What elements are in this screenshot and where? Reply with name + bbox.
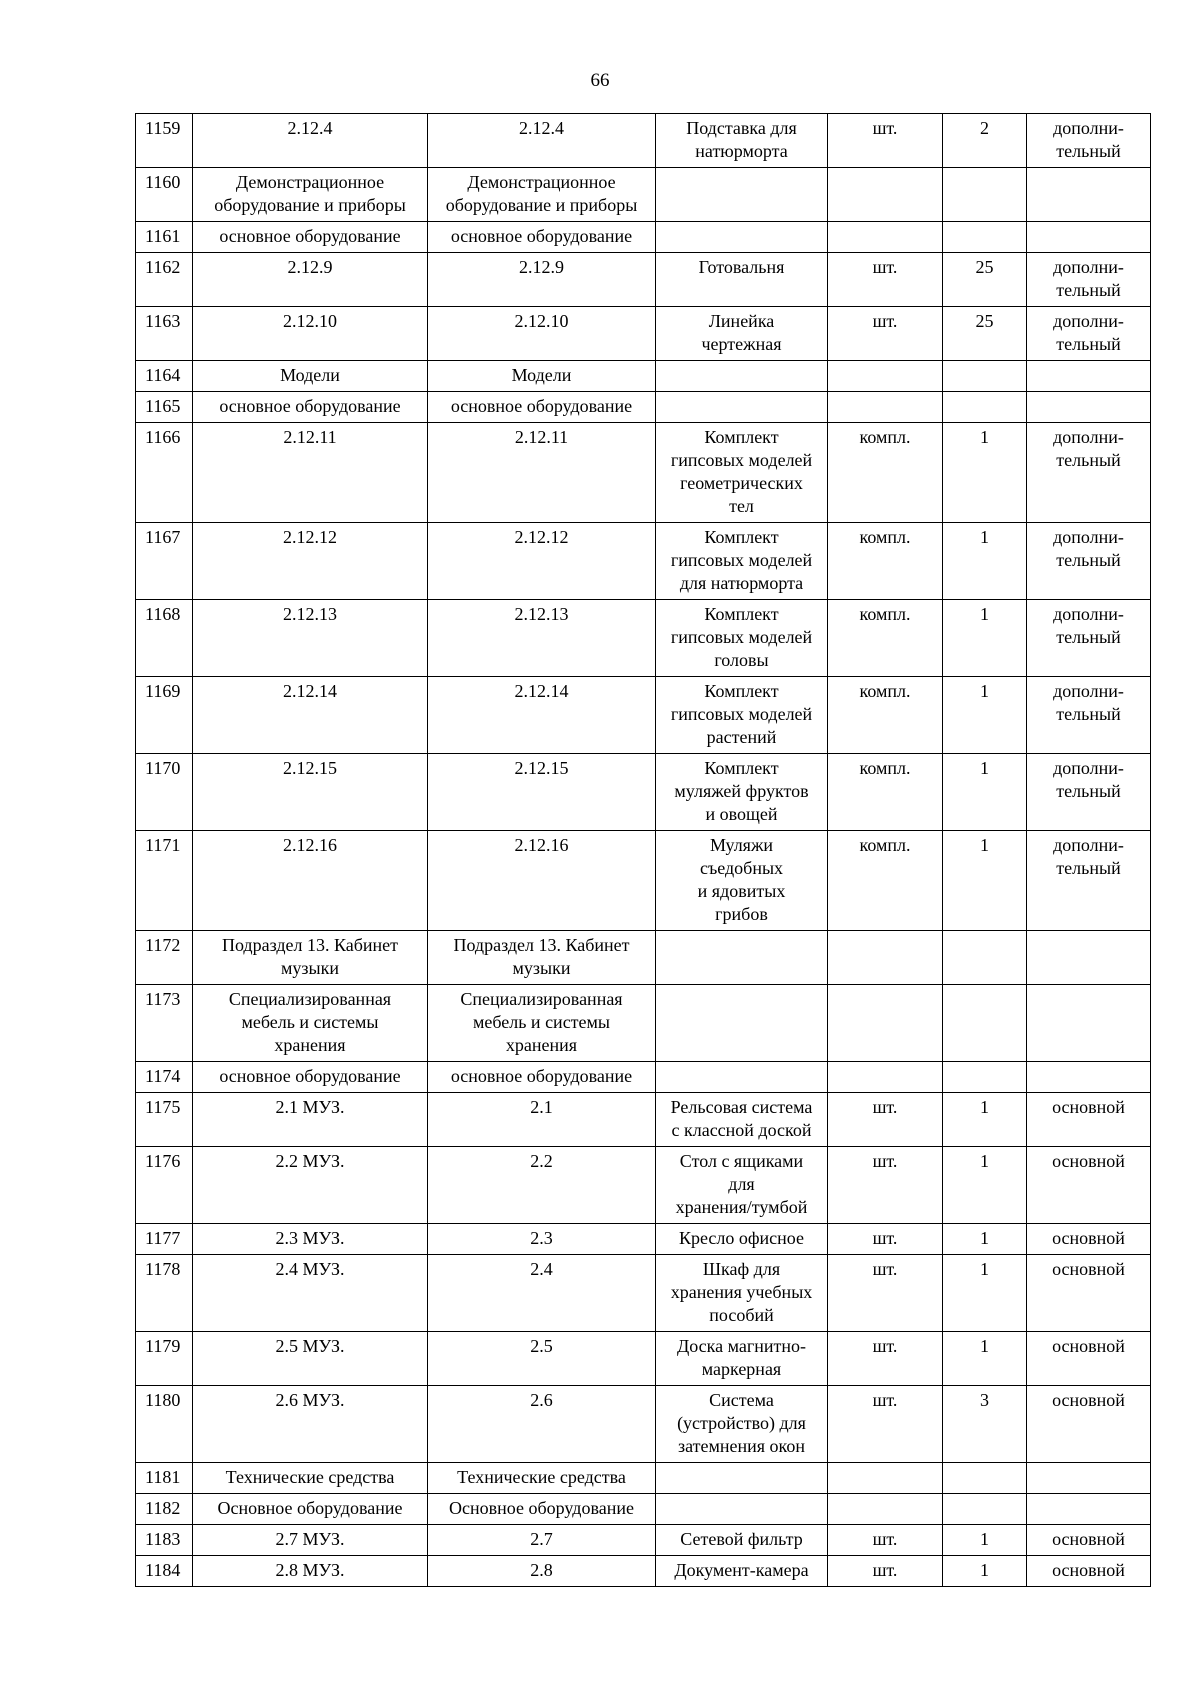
row-number-cell: 1183 <box>136 1525 193 1556</box>
category-cell: дополни- тельный <box>1027 253 1151 307</box>
row-number-cell: 1162 <box>136 253 193 307</box>
section-code-cell: 2.7 <box>428 1525 656 1556</box>
unit-cell: шт. <box>828 253 943 307</box>
page-number: 66 <box>590 70 610 91</box>
row-number-cell: 1159 <box>136 114 193 168</box>
code-cell: 2.6 МУЗ. <box>193 1386 428 1463</box>
item-name-cell: Доска магнитно- маркерная <box>656 1332 828 1386</box>
quantity-cell: 1 <box>943 1255 1027 1332</box>
unit-cell <box>828 985 943 1062</box>
item-name-cell <box>656 1062 828 1093</box>
unit-cell <box>828 1463 943 1494</box>
item-name-cell <box>656 392 828 423</box>
quantity-cell <box>943 1062 1027 1093</box>
code-cell: 2.12.9 <box>193 253 428 307</box>
row-number-cell: 1177 <box>136 1224 193 1255</box>
item-name-cell: Комплект гипсовых моделей геометрических тел <box>656 423 828 523</box>
table-row <box>136 1093 1151 1147</box>
category-cell: дополни- тельный <box>1027 600 1151 677</box>
category-cell <box>1027 222 1151 253</box>
row-number-cell: 1167 <box>136 523 193 600</box>
code-cell: 2.1 МУЗ. <box>193 1093 428 1147</box>
unit-cell: шт. <box>828 307 943 361</box>
category-cell: дополни- тельный <box>1027 307 1151 361</box>
unit-cell: шт. <box>828 1224 943 1255</box>
code-cell: 2.12.4 <box>193 114 428 168</box>
section-code-cell: 2.12.9 <box>428 253 656 307</box>
item-name-cell: Система (устройство) для затемнения окон <box>656 1386 828 1463</box>
item-name-cell <box>656 931 828 985</box>
section-code-cell: 2.5 <box>428 1332 656 1386</box>
code-cell: Специализированная мебель и системы хранения <box>193 985 428 1062</box>
unit-cell: компл. <box>828 523 943 600</box>
quantity-cell: 1 <box>943 523 1027 600</box>
row-number-cell: 1160 <box>136 168 193 222</box>
quantity-cell: 25 <box>943 253 1027 307</box>
unit-cell: компл. <box>828 754 943 831</box>
item-name-cell: Муляжи съедобных и ядовитых грибов <box>656 831 828 931</box>
code-cell: 2.12.14 <box>193 677 428 754</box>
item-name-cell: Кресло офисное <box>656 1224 828 1255</box>
row-number-cell: 1168 <box>136 600 193 677</box>
table-row <box>136 754 1151 831</box>
item-name-cell: Линейка чертежная <box>656 307 828 361</box>
item-name-cell: Шкаф для хранения учебных пособий <box>656 1255 828 1332</box>
table-row <box>136 1147 1151 1224</box>
code-cell: 2.3 МУЗ. <box>193 1224 428 1255</box>
unit-cell: шт. <box>828 1255 943 1332</box>
section-code-cell: Технические средства <box>428 1463 656 1494</box>
quantity-cell <box>943 361 1027 392</box>
category-cell: дополни- тельный <box>1027 831 1151 931</box>
table-row <box>136 523 1151 600</box>
category-cell: основной <box>1027 1093 1151 1147</box>
section-code-cell: основное оборудование <box>428 1062 656 1093</box>
quantity-cell: 3 <box>943 1386 1027 1463</box>
code-cell: 2.12.16 <box>193 831 428 931</box>
code-cell: 2.12.12 <box>193 523 428 600</box>
category-cell: основной <box>1027 1147 1151 1224</box>
item-name-cell: Сетевой фильтр <box>656 1525 828 1556</box>
category-cell: основной <box>1027 1255 1151 1332</box>
code-cell: 2.2 МУЗ. <box>193 1147 428 1224</box>
section-code-cell: 2.3 <box>428 1224 656 1255</box>
quantity-cell: 1 <box>943 831 1027 931</box>
quantity-cell: 1 <box>943 677 1027 754</box>
section-code-cell: 2.12.15 <box>428 754 656 831</box>
section-code-cell: 2.12.12 <box>428 523 656 600</box>
quantity-cell <box>943 168 1027 222</box>
category-cell: основной <box>1027 1386 1151 1463</box>
section-code-cell: основное оборудование <box>428 222 656 253</box>
quantity-cell: 1 <box>943 1093 1027 1147</box>
section-code-cell: 2.12.10 <box>428 307 656 361</box>
unit-cell: шт. <box>828 1525 943 1556</box>
category-cell: дополни- тельный <box>1027 523 1151 600</box>
section-code-cell: Специализированная мебель и системы хранения <box>428 985 656 1062</box>
code-cell: 2.12.15 <box>193 754 428 831</box>
quantity-cell: 1 <box>943 1525 1027 1556</box>
unit-cell <box>828 168 943 222</box>
table-row <box>136 985 1151 1062</box>
quantity-cell: 2 <box>943 114 1027 168</box>
code-cell: 2.7 МУЗ. <box>193 1525 428 1556</box>
row-number-cell: 1170 <box>136 754 193 831</box>
category-cell: основной <box>1027 1525 1151 1556</box>
table-row <box>136 1494 1151 1525</box>
section-code-cell: Подраздел 13. Кабинет музыки <box>428 931 656 985</box>
code-cell: 2.4 МУЗ. <box>193 1255 428 1332</box>
equipment-table <box>135 113 1151 1587</box>
item-name-cell: Рельсовая система с классной доской <box>656 1093 828 1147</box>
unit-cell: шт. <box>828 1093 943 1147</box>
quantity-cell <box>943 392 1027 423</box>
table-row <box>136 677 1151 754</box>
row-number-cell: 1184 <box>136 1556 193 1587</box>
category-cell: дополни- тельный <box>1027 754 1151 831</box>
quantity-cell <box>943 1463 1027 1494</box>
section-code-cell: 2.12.4 <box>428 114 656 168</box>
unit-cell <box>828 1062 943 1093</box>
table-row <box>136 931 1151 985</box>
category-cell: основной <box>1027 1332 1151 1386</box>
unit-cell: компл. <box>828 831 943 931</box>
table-row <box>136 1255 1151 1332</box>
code-cell: Основное оборудование <box>193 1494 428 1525</box>
row-number-cell: 1173 <box>136 985 193 1062</box>
item-name-cell: Комплект гипсовых моделей для натюрморта <box>656 523 828 600</box>
row-number-cell: 1172 <box>136 931 193 985</box>
section-code-cell: 2.2 <box>428 1147 656 1224</box>
row-number-cell: 1166 <box>136 423 193 523</box>
section-code-cell: основное оборудование <box>428 392 656 423</box>
category-cell <box>1027 1463 1151 1494</box>
table-row <box>136 392 1151 423</box>
table-row <box>136 222 1151 253</box>
quantity-cell: 1 <box>943 600 1027 677</box>
section-code-cell: Основное оборудование <box>428 1494 656 1525</box>
table-row <box>136 253 1151 307</box>
code-cell: Технические средства <box>193 1463 428 1494</box>
item-name-cell: Комплект гипсовых моделей растений <box>656 677 828 754</box>
category-cell <box>1027 1062 1151 1093</box>
quantity-cell: 1 <box>943 1556 1027 1587</box>
code-cell: основное оборудование <box>193 222 428 253</box>
row-number-cell: 1169 <box>136 677 193 754</box>
row-number-cell: 1161 <box>136 222 193 253</box>
table-row <box>136 1224 1151 1255</box>
code-cell: 2.12.11 <box>193 423 428 523</box>
unit-cell: компл. <box>828 423 943 523</box>
table-row <box>136 1386 1151 1463</box>
category-cell <box>1027 168 1151 222</box>
code-cell: 2.12.10 <box>193 307 428 361</box>
category-cell <box>1027 985 1151 1062</box>
table-row <box>136 307 1151 361</box>
code-cell: 2.5 МУЗ. <box>193 1332 428 1386</box>
table-row <box>136 361 1151 392</box>
row-number-cell: 1181 <box>136 1463 193 1494</box>
table-body <box>136 114 1151 1587</box>
unit-cell <box>828 392 943 423</box>
row-number-cell: 1180 <box>136 1386 193 1463</box>
code-cell: основное оборудование <box>193 1062 428 1093</box>
row-number-cell: 1163 <box>136 307 193 361</box>
table-row <box>136 1332 1151 1386</box>
unit-cell: шт. <box>828 114 943 168</box>
item-name-cell <box>656 168 828 222</box>
unit-cell <box>828 222 943 253</box>
item-name-cell: Документ-камера <box>656 1556 828 1587</box>
row-number-cell: 1174 <box>136 1062 193 1093</box>
section-code-cell: 2.1 <box>428 1093 656 1147</box>
table-row <box>136 1525 1151 1556</box>
section-code-cell: 2.12.11 <box>428 423 656 523</box>
table-row <box>136 1463 1151 1494</box>
section-code-cell: 2.12.13 <box>428 600 656 677</box>
table-row <box>136 1062 1151 1093</box>
row-number-cell: 1175 <box>136 1093 193 1147</box>
item-name-cell <box>656 1463 828 1494</box>
code-cell: основное оборудование <box>193 392 428 423</box>
table-row <box>136 600 1151 677</box>
quantity-cell: 25 <box>943 307 1027 361</box>
quantity-cell: 1 <box>943 1147 1027 1224</box>
code-cell: Подраздел 13. Кабинет музыки <box>193 931 428 985</box>
category-cell <box>1027 392 1151 423</box>
row-number-cell: 1176 <box>136 1147 193 1224</box>
row-number-cell: 1178 <box>136 1255 193 1332</box>
table-row <box>136 168 1151 222</box>
quantity-cell: 1 <box>943 423 1027 523</box>
item-name-cell: Комплект муляжей фруктов и овощей <box>656 754 828 831</box>
code-cell: Демонстрационное оборудование и приборы <box>193 168 428 222</box>
quantity-cell: 1 <box>943 1224 1027 1255</box>
unit-cell: компл. <box>828 677 943 754</box>
item-name-cell: Подставка для натюрморта <box>656 114 828 168</box>
quantity-cell <box>943 985 1027 1062</box>
table-row <box>136 423 1151 523</box>
category-cell <box>1027 1494 1151 1525</box>
code-cell: 2.12.13 <box>193 600 428 677</box>
section-code-cell: 2.8 <box>428 1556 656 1587</box>
unit-cell: шт. <box>828 1332 943 1386</box>
quantity-cell <box>943 1494 1027 1525</box>
item-name-cell <box>656 222 828 253</box>
item-name-cell <box>656 985 828 1062</box>
category-cell: дополни- тельный <box>1027 114 1151 168</box>
category-cell: дополни- тельный <box>1027 677 1151 754</box>
category-cell <box>1027 361 1151 392</box>
category-cell <box>1027 931 1151 985</box>
unit-cell: шт. <box>828 1386 943 1463</box>
item-name-cell <box>656 361 828 392</box>
section-code-cell: 2.6 <box>428 1386 656 1463</box>
row-number-cell: 1171 <box>136 831 193 931</box>
table-row <box>136 831 1151 931</box>
category-cell: дополни- тельный <box>1027 423 1151 523</box>
item-name-cell: Стол с ящиками для хранения/тумбой <box>656 1147 828 1224</box>
quantity-cell <box>943 931 1027 985</box>
unit-cell: шт. <box>828 1147 943 1224</box>
unit-cell <box>828 361 943 392</box>
row-number-cell: 1165 <box>136 392 193 423</box>
item-name-cell: Готовальня <box>656 253 828 307</box>
table-row <box>136 1556 1151 1587</box>
row-number-cell: 1179 <box>136 1332 193 1386</box>
row-number-cell: 1164 <box>136 361 193 392</box>
table-row <box>136 114 1151 168</box>
item-name-cell: Комплект гипсовых моделей головы <box>656 600 828 677</box>
unit-cell <box>828 1494 943 1525</box>
unit-cell: шт. <box>828 1556 943 1587</box>
quantity-cell: 1 <box>943 1332 1027 1386</box>
row-number-cell: 1182 <box>136 1494 193 1525</box>
section-code-cell: 2.4 <box>428 1255 656 1332</box>
category-cell: основной <box>1027 1224 1151 1255</box>
code-cell: 2.8 МУЗ. <box>193 1556 428 1587</box>
section-code-cell: 2.12.14 <box>428 677 656 754</box>
quantity-cell <box>943 222 1027 253</box>
unit-cell: компл. <box>828 600 943 677</box>
code-cell: Модели <box>193 361 428 392</box>
section-code-cell: Демонстрационное оборудование и приборы <box>428 168 656 222</box>
quantity-cell: 1 <box>943 754 1027 831</box>
section-code-cell: 2.12.16 <box>428 831 656 931</box>
unit-cell <box>828 931 943 985</box>
category-cell: основной <box>1027 1556 1151 1587</box>
section-code-cell: Модели <box>428 361 656 392</box>
item-name-cell <box>656 1494 828 1525</box>
